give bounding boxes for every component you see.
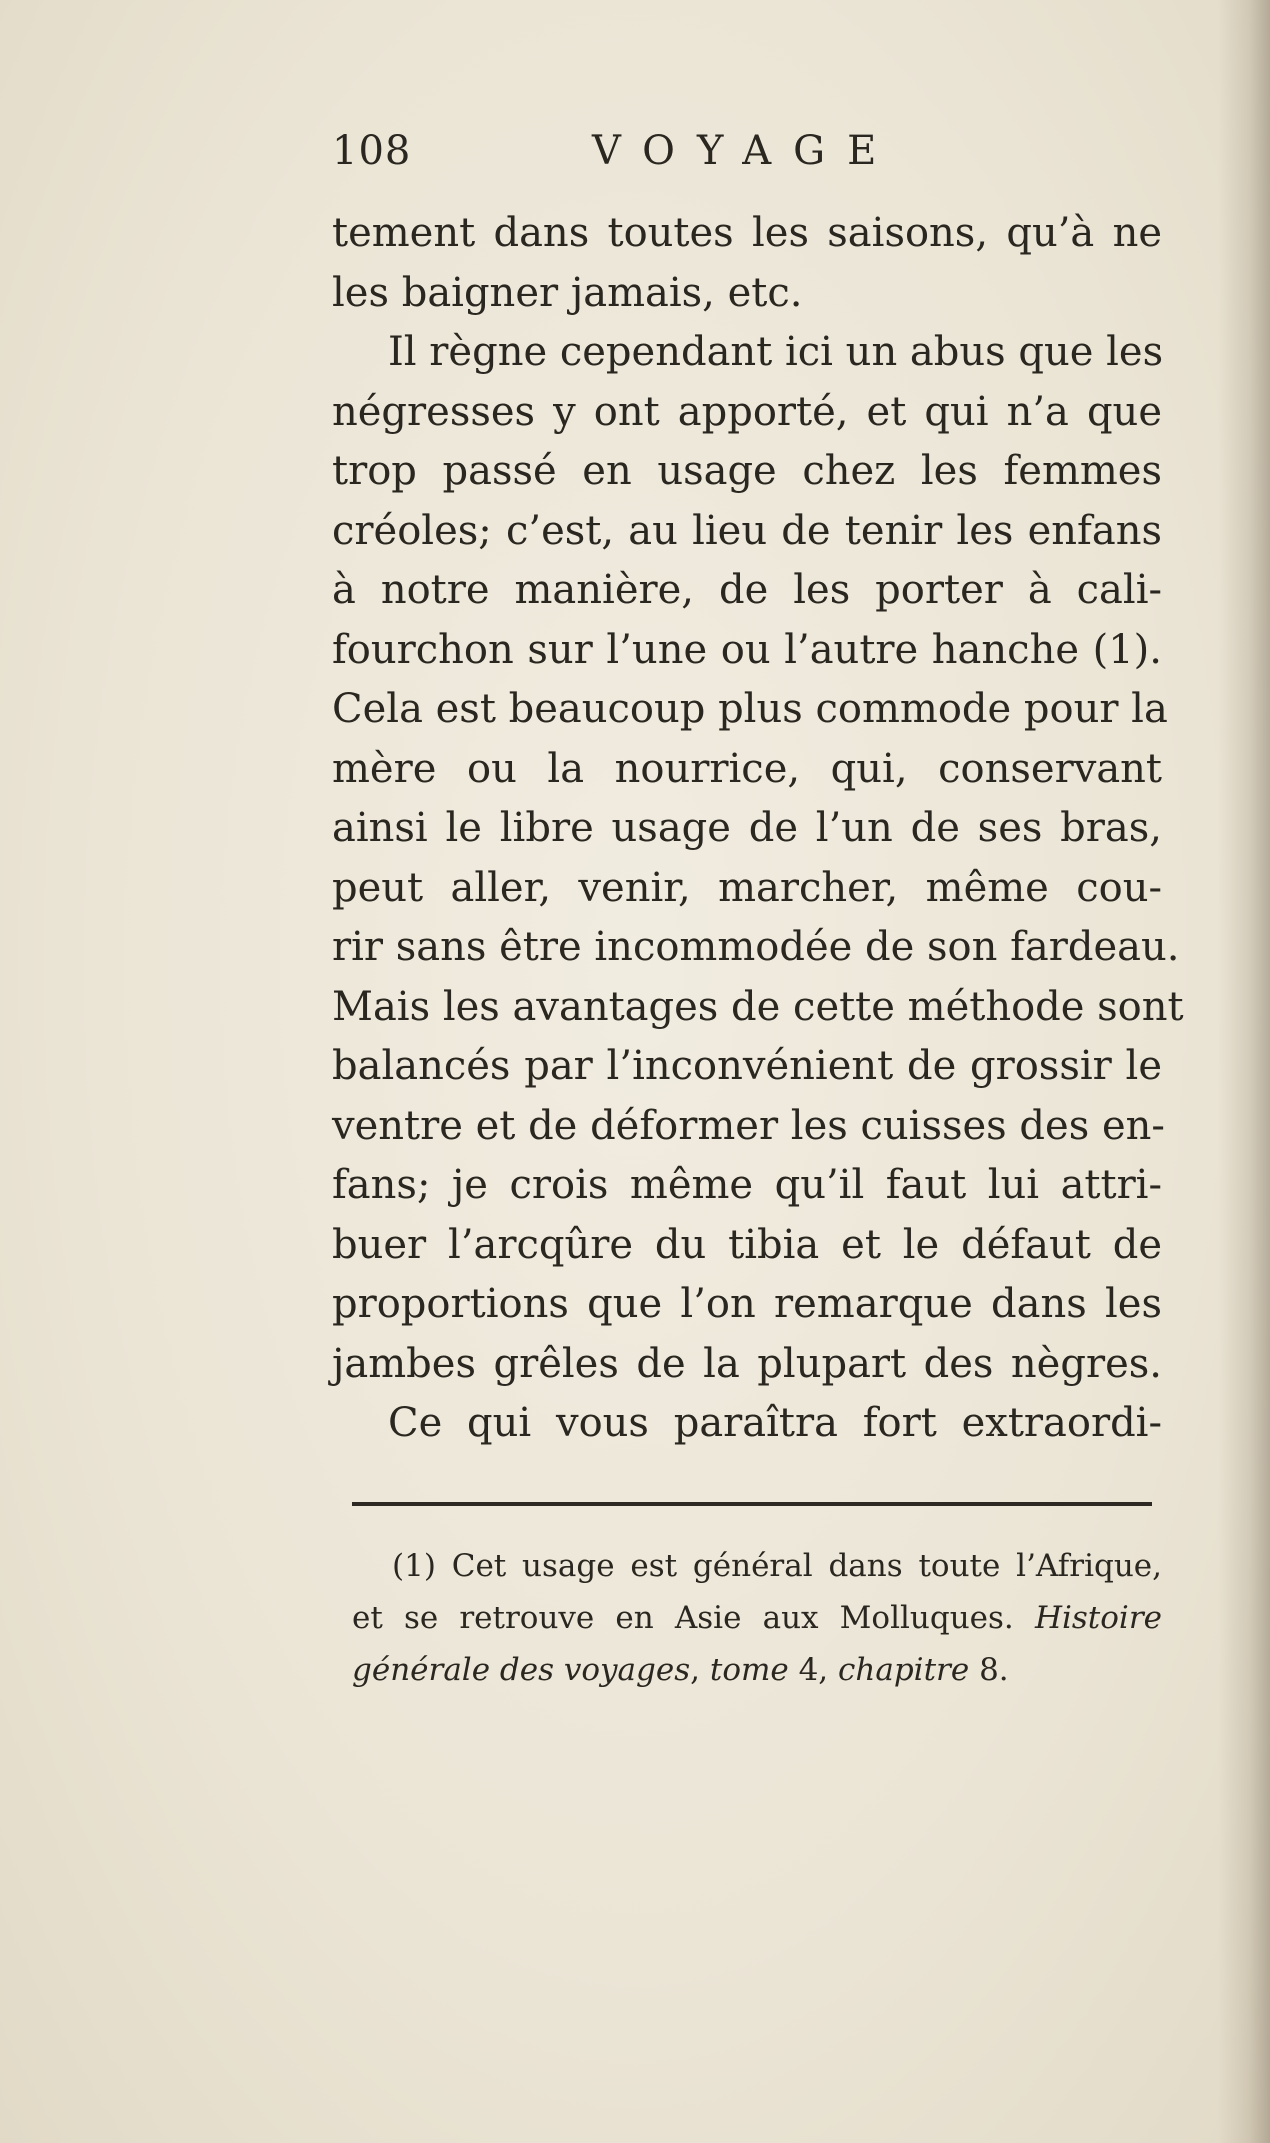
text-line: buer l’arcqûre du tibia et le défaut de (332, 1221, 1162, 1268)
footnote (352, 1540, 1162, 1696)
footnote-line: (1) Cet usage est général dans toute l’Afrique, (392, 1548, 1162, 1584)
footnote-line (352, 1592, 1162, 1644)
text-line: peut aller, venir, marcher, même cou- (332, 864, 1162, 911)
text-line: rir sans être incommodée de son fardeau. (332, 924, 1180, 970)
text-line: créoles; c’est, au lieu de tenir les enfans (332, 507, 1162, 554)
text-line: Mais les avantages de cette méthode sont (332, 983, 1184, 1030)
text-line: à notre manière, de les porter à cali- (332, 567, 1162, 613)
footnote-volume-number: 4, (788, 1652, 839, 1688)
text-line: Ce qui vous paraîtra fort extraordi- (388, 1400, 1162, 1446)
body-text (332, 204, 1184, 1454)
text-line: proportions que l’on remarque dans les (332, 1281, 1162, 1327)
text-line: mère ou la nourrice, qui, conservant (332, 745, 1162, 792)
footnote-divider (352, 1502, 1152, 1506)
text-line: les baigner jamais, etc. (332, 269, 803, 316)
footnote-chapter-label: chapitre (838, 1652, 970, 1688)
footnote-line (352, 1644, 1162, 1696)
text-line: ainsi le libre usage de l’un de ses bras, (332, 805, 1162, 851)
page-header (332, 128, 1152, 192)
text-line: balancés par l’inconvénient de grossir le (332, 1043, 1162, 1089)
text-line: fourchon sur l’une ou l’autre hanche (1). (332, 626, 1162, 673)
text-line: Il règne cependant ici un abus que les (388, 329, 1164, 375)
footnote-separator: , (690, 1652, 710, 1688)
footnote-title: Histoire (1034, 1600, 1162, 1636)
text-line: ventre et de déformer les cuisses des en- (332, 1102, 1165, 1149)
footnote-text: et se retrouve en Asie aux Molluques. (352, 1600, 1014, 1636)
text-line: jambes grêles de la plupart des nègres. (332, 1340, 1162, 1387)
running-head: VOYAGE (592, 128, 899, 174)
page-gutter-shadow (1218, 0, 1270, 2143)
page-number: 108 (332, 128, 412, 174)
text-line: fans; je crois même qu’il faut lui attri- (332, 1162, 1162, 1208)
text-line: Cela est beaucoup plus commode pour la (332, 686, 1168, 732)
text-line: trop passé en usage chez les femmes (332, 448, 1162, 494)
footnote-volume-label: tome (709, 1652, 789, 1688)
footnote-chapter-number: 8. (969, 1652, 1009, 1688)
text-line: négresses y ont apporté, et qui n’a que (332, 388, 1162, 435)
footnote-title: générale des voyages (352, 1652, 691, 1688)
text-line: tement dans toutes les saisons, qu’à ne (332, 210, 1162, 256)
